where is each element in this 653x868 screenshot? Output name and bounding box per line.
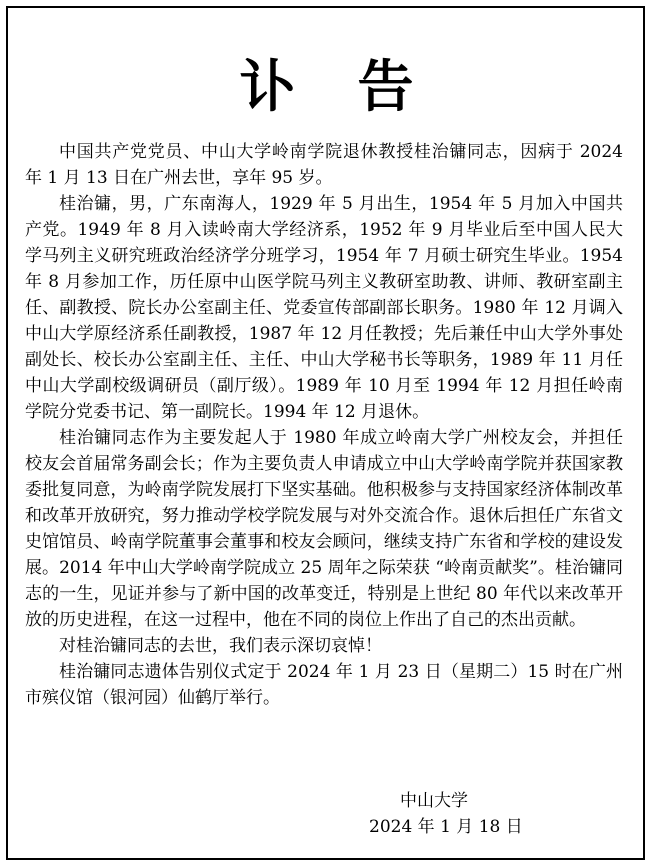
notice-title: 讣告 — [239, 55, 476, 120]
notice-body — [25, 139, 623, 711]
signature-date: 2024 年 1 月 18 日 — [369, 817, 523, 837]
paragraph-contributions: 桂治镛同志作为主要发起人于 1980 年成立岭南大学广州校友会，并担任校友会首届常务副会长；作为主要负责人申请成立中山大学岭南学院并获国家教委批复同意，为岭南学院发展打下坚实基础。他积极参与支持国家经济体制改革和改革开放研究，努力推动学校学院发展与对外交流合作。退休后担任广东省文史馆馆员、岭南学院董事会董事和校友会顾问，继续支持广东省和学校的建设发展。2014 年中山大学岭南学院成立 25 周年之际荣获 “岭南贡献奖”。桂治镛同志的一生，见证并参与了新中国的改革变迁，特别是上世纪 80 年代以来改革开放的历史进程，在这一过程中，他在不同的岗位上作出了自己的杰出贡献。 — [25, 428, 623, 630]
signature-organization: 中山大学 — [400, 791, 468, 811]
paragraph-farewell-ceremony: 桂治镛同志遗体告别仪式定于 2024 年 1 月 23 日（星期二）15 时在广州市殡仪馆（银河园）仙鹤厅举行。 — [25, 662, 623, 708]
paragraph-announcement: 中国共产党党员、中山大学岭南学院退休教授桂治镛同志，因病于 2024 年 1 月 13 日在广州去世，享年 95 岁。 — [25, 142, 623, 188]
paragraph-condolence: 对桂治镛同志的去世，我们表示深切哀悼！ — [59, 636, 382, 656]
paragraph-biography: 桂治镛，男，广东南海人，1929 年 5 月出生，1954 年 5 月加入中国共产党。1949 年 8 月入读岭南大学经济系，1952 年 9 月毕业后至中国人民大学马列主义研究班政治经济学分班学习，1954 年 7 月硕士研究生毕业。1954 年 8 月参加工作，历任原中山医学院马列主义教研室助教、讲师、教研室副主任、副教授、院长办公室副主任、党委宣传部副部长职务。1980 年 12 月调入中山大学原经济系任副教授，1987 年 12 月任教授；先后兼任中山大学外事处副处长、校长办公室副主任、主任、中山大学秘书长等职务，1989 年 11 月任中山大学副校级调研员（副厅级）。1989 年 10 月至 1994 年 12 月担任岭南学院分党委书记、第一副院长。1994 年 12 月退休。 — [25, 194, 623, 422]
